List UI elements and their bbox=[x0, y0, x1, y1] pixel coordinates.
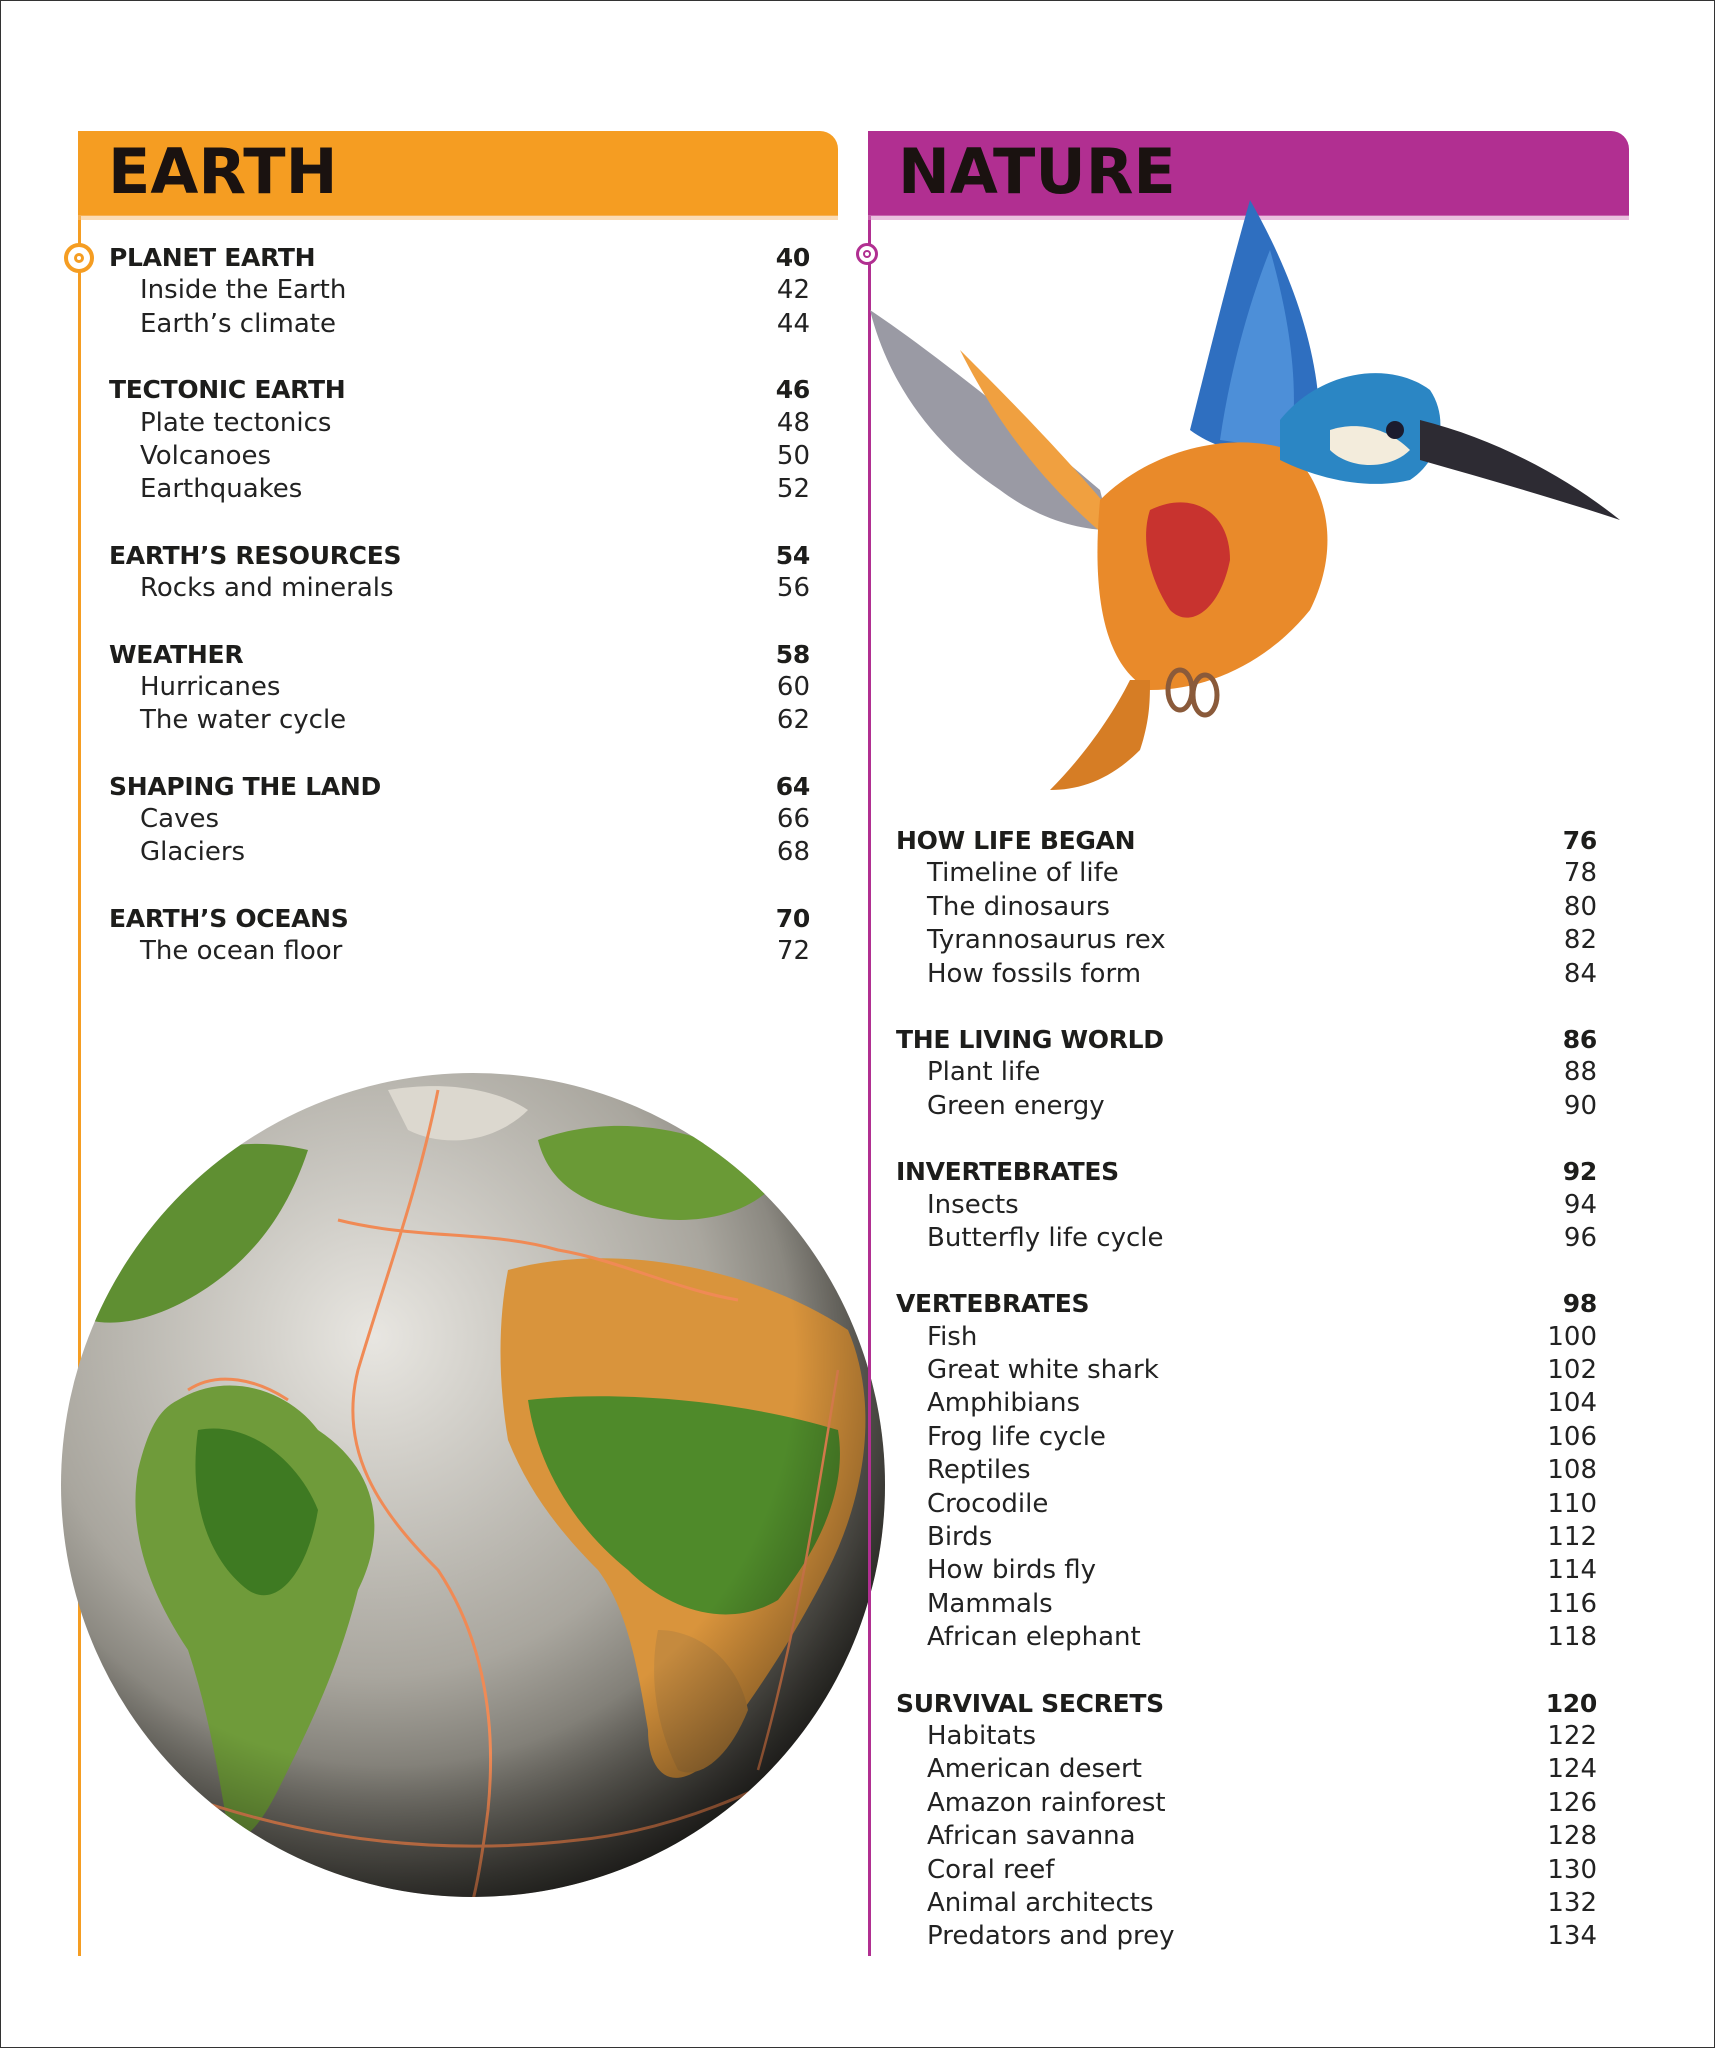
globe-illustration bbox=[58, 1070, 888, 1900]
entry-label: Caves bbox=[140, 804, 220, 835]
section-title: VERTEBRATES bbox=[896, 1289, 1090, 1319]
toc-section-heading[interactable] bbox=[109, 770, 810, 803]
entry-label: The water cycle bbox=[140, 705, 347, 736]
toc-entry[interactable] bbox=[109, 803, 810, 836]
earth-header-underline bbox=[78, 215, 838, 220]
entry-label: Frog life cycle bbox=[927, 1421, 1106, 1452]
toc-entry[interactable] bbox=[896, 1920, 1597, 1953]
entry-page-number: 82 bbox=[1563, 925, 1597, 956]
entry-label: Insects bbox=[927, 1189, 1019, 1220]
entry-label: Great white shark bbox=[927, 1355, 1159, 1386]
toc-entry[interactable] bbox=[896, 1189, 1597, 1222]
entry-label: The dinosaurs bbox=[927, 891, 1110, 922]
earth-title: EARTH bbox=[108, 135, 338, 208]
toc-entry[interactable] bbox=[896, 1222, 1597, 1255]
entry-label: How birds fly bbox=[927, 1555, 1097, 1586]
entry-label: Mammals bbox=[927, 1588, 1053, 1619]
section-page-number: 58 bbox=[775, 639, 810, 669]
entry-label: Animal architects bbox=[927, 1887, 1154, 1918]
entry-label: Earthquakes bbox=[140, 474, 303, 505]
toc-section bbox=[109, 638, 810, 738]
entry-label: Fish bbox=[927, 1321, 978, 1352]
toc-section-heading[interactable] bbox=[896, 1155, 1597, 1188]
toc-section bbox=[109, 373, 810, 507]
entry-label: African savanna bbox=[927, 1821, 1136, 1852]
toc-section-heading[interactable] bbox=[896, 824, 1597, 857]
toc-entry[interactable] bbox=[896, 1720, 1597, 1753]
entry-page-number: 48 bbox=[776, 407, 810, 438]
toc-section bbox=[109, 770, 810, 870]
toc-section bbox=[109, 902, 810, 969]
toc-section-heading[interactable] bbox=[109, 241, 810, 274]
entry-label: Earth’s climate bbox=[140, 308, 336, 339]
entry-page-number: 100 bbox=[1547, 1321, 1597, 1352]
entry-page-number: 104 bbox=[1547, 1388, 1597, 1419]
section-page-number: 54 bbox=[775, 540, 810, 570]
section-title: SHAPING THE LAND bbox=[109, 771, 381, 801]
entry-label: Habitats bbox=[927, 1720, 1037, 1751]
section-page-number: 40 bbox=[775, 243, 810, 272]
section-title: WEATHER bbox=[109, 639, 244, 669]
earth-contents-list bbox=[109, 241, 810, 1001]
toc-entry[interactable] bbox=[896, 1787, 1597, 1820]
entry-label: Crocodile bbox=[927, 1488, 1049, 1519]
toc-section bbox=[896, 824, 1597, 991]
toc-entry[interactable] bbox=[109, 274, 810, 307]
entry-page-number: 118 bbox=[1547, 1622, 1597, 1653]
toc-entry[interactable] bbox=[896, 958, 1597, 991]
toc-entry[interactable] bbox=[896, 1753, 1597, 1786]
toc-entry[interactable] bbox=[896, 1521, 1597, 1554]
toc-entry[interactable] bbox=[896, 1387, 1597, 1420]
entry-page-number: 102 bbox=[1547, 1355, 1597, 1386]
entry-page-number: 96 bbox=[1563, 1222, 1597, 1253]
entry-page-number: 68 bbox=[776, 837, 810, 868]
nature-title: NATURE bbox=[898, 135, 1176, 208]
toc-entry[interactable] bbox=[896, 1887, 1597, 1920]
entry-page-number: 78 bbox=[1563, 858, 1597, 889]
entry-label: African elephant bbox=[927, 1622, 1141, 1653]
toc-section bbox=[109, 241, 810, 341]
section-title: SURVIVAL SECRETS bbox=[896, 1688, 1164, 1718]
entry-label: The ocean floor bbox=[140, 936, 343, 967]
entry-label: Plant life bbox=[927, 1057, 1041, 1088]
section-title: EARTH’S RESOURCES bbox=[109, 540, 402, 570]
entry-page-number: 124 bbox=[1547, 1754, 1597, 1785]
toc-entry[interactable] bbox=[896, 1354, 1597, 1387]
entry-label: Reptiles bbox=[927, 1455, 1031, 1486]
toc-section-heading[interactable] bbox=[109, 902, 810, 935]
entry-label: Butterfly life cycle bbox=[927, 1222, 1164, 1253]
entry-page-number: 50 bbox=[776, 440, 810, 471]
toc-entry[interactable] bbox=[109, 935, 810, 968]
toc-entry[interactable] bbox=[896, 924, 1597, 957]
entry-label: Rocks and minerals bbox=[140, 573, 394, 604]
toc-section-heading[interactable] bbox=[109, 373, 810, 406]
entry-label: Predators and prey bbox=[927, 1921, 1175, 1952]
entry-label: American desert bbox=[927, 1754, 1142, 1785]
toc-section-heading[interactable] bbox=[109, 638, 810, 671]
entry-page-number: 90 bbox=[1563, 1090, 1597, 1121]
section-title: INVERTEBRATES bbox=[896, 1157, 1119, 1187]
entry-page-number: 88 bbox=[1563, 1057, 1597, 1088]
toc-entry[interactable] bbox=[109, 704, 810, 737]
section-title: THE LIVING WORLD bbox=[896, 1024, 1164, 1054]
section-page-number: 70 bbox=[775, 903, 810, 933]
toc-section bbox=[109, 539, 810, 606]
entry-label: Glaciers bbox=[140, 837, 246, 868]
entry-page-number: 110 bbox=[1547, 1488, 1597, 1519]
entry-page-number: 108 bbox=[1547, 1455, 1597, 1486]
entry-label: How fossils form bbox=[927, 958, 1142, 989]
entry-page-number: 114 bbox=[1547, 1555, 1597, 1586]
entry-label: Amphibians bbox=[927, 1388, 1081, 1419]
earth-bullet-icon bbox=[64, 243, 94, 273]
toc-entry[interactable] bbox=[109, 572, 810, 605]
entry-page-number: 80 bbox=[1563, 891, 1597, 922]
entry-label: Inside the Earth bbox=[140, 275, 347, 306]
entry-page-number: 44 bbox=[776, 308, 810, 339]
entry-page-number: 72 bbox=[776, 936, 810, 967]
entry-label: Plate tectonics bbox=[140, 407, 332, 438]
toc-entry[interactable] bbox=[896, 1421, 1597, 1454]
section-page-number: 46 bbox=[775, 375, 810, 405]
section-page-number: 98 bbox=[1562, 1289, 1597, 1319]
toc-entry[interactable] bbox=[896, 1854, 1597, 1887]
toc-entry[interactable] bbox=[896, 857, 1597, 890]
entry-page-number: 60 bbox=[776, 671, 810, 702]
toc-entry[interactable] bbox=[896, 1090, 1597, 1123]
nature-contents-list bbox=[896, 824, 1597, 1986]
entry-page-number: 130 bbox=[1547, 1854, 1597, 1885]
entry-page-number: 132 bbox=[1547, 1887, 1597, 1918]
entry-page-number: 42 bbox=[776, 275, 810, 306]
toc-entry[interactable] bbox=[109, 308, 810, 341]
toc-section bbox=[896, 1155, 1597, 1255]
toc-entry[interactable] bbox=[109, 473, 810, 506]
entry-page-number: 126 bbox=[1547, 1787, 1597, 1818]
toc-section-heading[interactable] bbox=[896, 1687, 1597, 1720]
toc-section bbox=[896, 1287, 1597, 1654]
section-page-number: 120 bbox=[1545, 1688, 1597, 1718]
entry-page-number: 134 bbox=[1547, 1921, 1597, 1952]
entry-page-number: 66 bbox=[776, 804, 810, 835]
toc-section bbox=[896, 1687, 1597, 1954]
toc-entry[interactable] bbox=[896, 891, 1597, 924]
toc-entry[interactable] bbox=[896, 1588, 1597, 1621]
entry-label: Coral reef bbox=[927, 1854, 1055, 1885]
toc-entry[interactable] bbox=[109, 836, 810, 869]
entry-page-number: 106 bbox=[1547, 1421, 1597, 1452]
section-title: TECTONIC EARTH bbox=[109, 375, 346, 405]
section-page-number: 76 bbox=[1562, 826, 1597, 855]
toc-entry[interactable] bbox=[109, 407, 810, 440]
earth-header bbox=[78, 131, 838, 216]
toc-entry[interactable] bbox=[896, 1056, 1597, 1089]
entry-page-number: 56 bbox=[776, 573, 810, 604]
toc-section-heading[interactable] bbox=[896, 1023, 1597, 1056]
kingfisher-illustration bbox=[850, 190, 1630, 810]
toc-entry[interactable] bbox=[109, 440, 810, 473]
section-title: PLANET EARTH bbox=[109, 243, 316, 272]
entry-label: Timeline of life bbox=[927, 858, 1119, 889]
toc-entry[interactable] bbox=[896, 1820, 1597, 1853]
toc-entry[interactable] bbox=[896, 1488, 1597, 1521]
toc-entry[interactable] bbox=[109, 671, 810, 704]
entry-label: Tyrannosaurus rex bbox=[927, 925, 1166, 956]
entry-label: Hurricanes bbox=[140, 671, 281, 702]
entry-label: Green energy bbox=[927, 1090, 1105, 1121]
entry-label: Birds bbox=[927, 1522, 993, 1553]
section-page-number: 64 bbox=[775, 771, 810, 801]
entry-page-number: 62 bbox=[776, 705, 810, 736]
entry-page-number: 52 bbox=[776, 474, 810, 505]
section-page-number: 86 bbox=[1562, 1024, 1597, 1054]
toc-entry[interactable] bbox=[896, 1621, 1597, 1654]
section-title: EARTH’S OCEANS bbox=[109, 903, 349, 933]
toc-section-heading[interactable] bbox=[109, 539, 810, 572]
entry-page-number: 122 bbox=[1547, 1720, 1597, 1751]
toc-section-heading[interactable] bbox=[896, 1287, 1597, 1320]
entry-label: Amazon rainforest bbox=[927, 1787, 1166, 1818]
entry-page-number: 128 bbox=[1547, 1821, 1597, 1852]
toc-entry[interactable] bbox=[896, 1554, 1597, 1587]
entry-page-number: 94 bbox=[1563, 1189, 1597, 1220]
section-title: HOW LIFE BEGAN bbox=[896, 826, 1136, 855]
entry-page-number: 84 bbox=[1563, 958, 1597, 989]
entry-page-number: 116 bbox=[1547, 1588, 1597, 1619]
toc-section bbox=[896, 1023, 1597, 1123]
toc-entry[interactable] bbox=[896, 1321, 1597, 1354]
section-page-number: 92 bbox=[1562, 1157, 1597, 1187]
toc-entry[interactable] bbox=[896, 1454, 1597, 1487]
entry-page-number: 112 bbox=[1547, 1522, 1597, 1553]
entry-label: Volcanoes bbox=[140, 440, 272, 471]
